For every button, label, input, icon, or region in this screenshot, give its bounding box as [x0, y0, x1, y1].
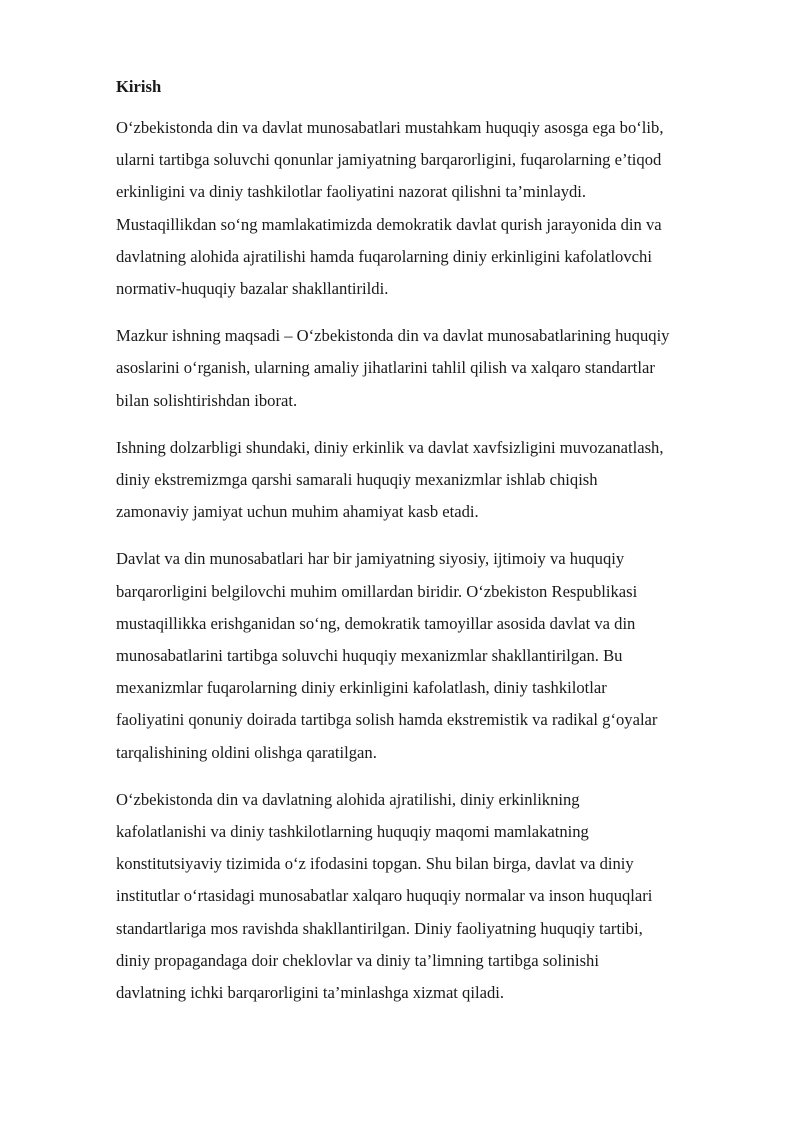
text-line: zamonaviy jamiyat uchun muhim ahamiyat kasb etadi. [116, 502, 479, 522]
text-line: Ishning dolzarbligi shundaki, diniy erkinlik va davlat xavfsizligini muvozanatlash, [116, 437, 664, 457]
text-line: asoslarini o‘rganish, ularning amaliy jihatlarini tahlil qilish va xalqaro standartlar [116, 358, 655, 378]
text-line: mustaqillikka erishganidan so‘ng, demokratik tamoyillar asosida davlat va din [116, 613, 636, 633]
text-line: faoliyatini qonuniy doirada tartibga solish hamda ekstremistik va radikal g‘oyalar [116, 710, 658, 730]
text-line: mexanizmlar fuqarolarning diniy erkinligini kafolatlash, diniy tashkilotlar [116, 678, 607, 698]
paragraph [116, 112, 756, 305]
paragraph [116, 784, 756, 1009]
text-line: munosabatlarini tartibga soluvchi huquqiy mexanizmlar shakllantirilgan. Bu [116, 646, 623, 666]
text-line: O‘zbekistonda din va davlat munosabatlari mustahkam huquqiy asosga ega bo‘lib, [116, 118, 664, 137]
document-body [116, 74, 756, 1024]
text-line: O‘zbekistonda din va davlatning alohida ajratilishi, diniy erkinlikning [116, 789, 580, 809]
text-line: barqarorligini belgilovchi muhim omillardan biridir. O‘zbekiston Respublikasi [116, 581, 638, 601]
text-line: kafolatlanishi va diniy tashkilotlarning huquqiy maqomi mamlakatning [116, 822, 589, 842]
text-line: diniy propagandaga doir cheklovlar va diniy ta’limning tartibga solinishi [116, 950, 599, 970]
text-line: erkinligini va diniy tashkilotlar faoliyatini nazorat qilishni ta’minlaydi. [116, 182, 587, 202]
paragraph [116, 543, 756, 768]
text-line: Davlat va din munosabatlari har bir jamiyatning siyosiy, ijtimoiy va huquqiy [116, 549, 625, 569]
text-line: institutlar o‘rtasidagi munosabatlar xalqaro huquqiy normalar va inson huquqlari [116, 886, 653, 906]
text-line: davlatning ichki barqarorligini ta’minlashga xizmat qiladi. [116, 983, 505, 1003]
text-line: davlatning alohida ajratilishi hamda fuqarolarning diniy erkinligini kafolatlovchi [116, 246, 652, 266]
text-line: normativ-huquqiy bazalar shakllantirildi. [116, 279, 389, 299]
text-line: Mustaqillikdan so‘ng mamlakatimizda demokratik davlat qurish jarayonida din va [116, 214, 662, 234]
section-heading: Kirish [116, 77, 162, 96]
text-line: standartlariga mos ravishda shakllantirilgan. Diniy faoliyatning huquqiy tartibi, [116, 918, 643, 938]
text-line: bilan solishtirishdan iborat. [116, 390, 298, 410]
text-line: tarqalishining oldini olishga qaratilgan. [116, 742, 377, 762]
text-line: Mazkur ishning maqsadi – O‘zbekistonda din va davlat munosabatlarining huquqiy [116, 326, 670, 346]
text-line: diniy ekstremizmga qarshi samarali huquqiy mexanizmlar ishlab chiqish [116, 470, 598, 490]
paragraph [116, 432, 756, 529]
text-line: konstitutsiyaviy tizimida o‘z ifodasini topgan. Shu bilan birga, davlat va diniy [116, 854, 634, 874]
text-line: ularni tartibga soluvchi qonunlar jamiyatning barqarorligini, fuqarolarning e’tiqod [116, 150, 662, 170]
paragraph [116, 320, 756, 417]
